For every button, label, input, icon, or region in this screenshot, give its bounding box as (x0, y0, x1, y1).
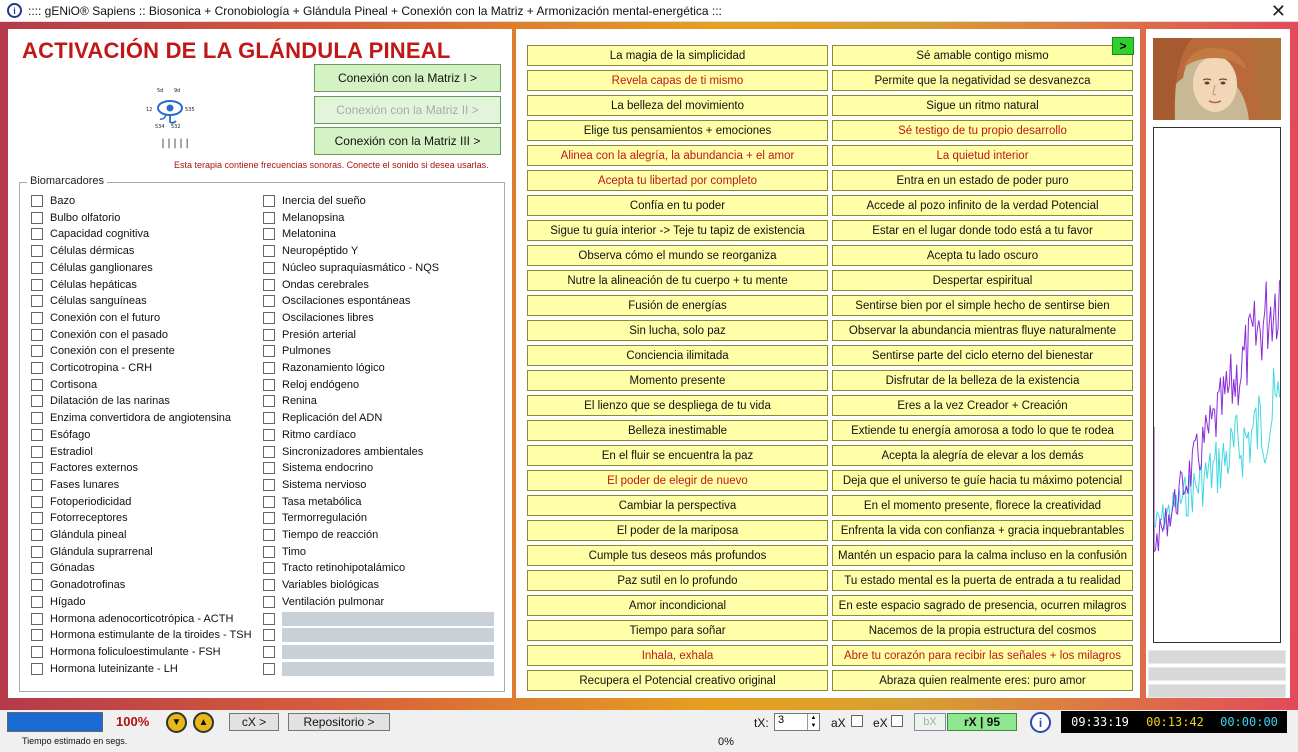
biomarker-item[interactable] (31, 444, 93, 460)
affirmation-button[interactable]: Deja que el universo te guíe hacia tu máximo potencial (832, 470, 1133, 491)
affirmation-button[interactable]: Mantén un espacio para la calma incluso en la confusión (832, 545, 1133, 566)
logo-mark-4: 535 (185, 107, 195, 113)
affirmation-button[interactable]: Momento presente (527, 370, 828, 391)
biomarker-item[interactable] (31, 393, 170, 409)
biomarker-item[interactable] (31, 644, 221, 660)
biomarker-item[interactable] (31, 343, 175, 359)
biomarker-checkbox[interactable] (263, 596, 275, 608)
affirmation-button[interactable]: Nutre la alineación de tu cuerpo + tu mente (527, 270, 828, 291)
biomarker-item[interactable] (31, 594, 85, 610)
matrix-2-button: Conexión con la Matriz II > (314, 96, 501, 124)
affirmation-button[interactable]: Tu estado mental es la puerta de entrada a tu realidad (832, 570, 1133, 591)
close-icon[interactable]: ✕ (1270, 1, 1286, 21)
app-info-icon[interactable]: i (7, 3, 22, 18)
biomarker-item[interactable] (263, 427, 356, 443)
biomarker-item[interactable] (31, 327, 168, 343)
affirmation-button[interactable]: Permite que la negatividad se desvanezca (832, 70, 1133, 91)
chevron-up-icon: ▲ (198, 717, 209, 728)
affirmation-button[interactable]: Accede al pozo infinito de la verdad Potencial (832, 195, 1133, 216)
biomarker-item[interactable] (31, 210, 120, 226)
affirmation-button[interactable]: Abre tu corazón para recibir las señales + los milagros (832, 645, 1133, 666)
spinner-arrows-icon[interactable]: ▲ ▼ (807, 714, 819, 730)
biomarker-item[interactable] (263, 510, 367, 526)
affirmation-button[interactable]: El poder de la mariposa (527, 520, 828, 541)
affirmation-button[interactable]: Eres a la vez Creador + Creación (832, 395, 1133, 416)
biomarker-checkbox[interactable] (31, 629, 43, 641)
biomarker-item[interactable] (263, 611, 282, 627)
biomarker-item[interactable] (263, 661, 282, 677)
volume-down-button[interactable] (166, 712, 187, 733)
affirmation-button[interactable]: Revela capas de ti mismo (527, 70, 828, 91)
biomarker-label: Conexión con el pasado (50, 328, 169, 341)
ax-checkbox[interactable] (851, 715, 863, 727)
biomarker-label: Tiempo de reacción (282, 529, 379, 541)
biomarker-item[interactable] (263, 477, 366, 493)
biomarker-checkbox[interactable] (31, 195, 43, 207)
biomarker-label: Pulmones (282, 345, 331, 358)
biomarker-item[interactable] (263, 393, 317, 409)
biomarker-checkbox[interactable] (263, 362, 275, 374)
venus-portrait (1153, 38, 1281, 120)
affirmation-button[interactable]: Enfrenta la vida con confianza + gracia inquebrantables (832, 520, 1133, 541)
biomarker-checkbox[interactable] (263, 295, 275, 307)
affirmation-button[interactable]: Observa cómo el mundo se reorganiza (527, 245, 828, 266)
biomarker-label: Conexión con el futuro (50, 311, 161, 324)
biomarker-item[interactable] (263, 193, 366, 209)
biomarker-checkbox[interactable] (263, 512, 275, 524)
biomarker-label: Ventilación pulmonar (282, 595, 385, 608)
biomarker-checkbox[interactable] (263, 529, 275, 541)
biomarker-checkbox[interactable] (31, 345, 43, 357)
affirmation-button[interactable]: Fusión de energías (527, 295, 828, 316)
biomarker-checkbox[interactable] (31, 212, 43, 224)
biomarker-label: Esófago (50, 428, 91, 441)
biomarker-empty-field[interactable] (282, 662, 494, 676)
biomarker-label: Gónadas (50, 562, 95, 575)
biomarker-label: Células ganglionares (50, 261, 153, 274)
biomarker-label: Dilatación de las narinas (50, 395, 170, 408)
biomarker-item[interactable] (31, 527, 126, 543)
tx-spinner[interactable] (774, 713, 820, 731)
affirmation-button[interactable]: Conciencia ilimitada (527, 345, 828, 366)
biomarker-checkbox[interactable] (263, 245, 275, 257)
biomarker-checkbox[interactable] (31, 663, 43, 675)
biomarker-checkbox[interactable] (31, 562, 43, 574)
biomarker-label: Sistema endocrino (282, 462, 374, 475)
biomarker-checkbox[interactable] (31, 646, 43, 658)
affirmation-button[interactable]: Belleza inestimable (527, 420, 828, 441)
biomarker-checkbox[interactable] (263, 379, 275, 391)
biomarker-checkbox[interactable] (31, 479, 43, 491)
affirmation-button[interactable]: Amor incondicional (527, 595, 828, 616)
biomarker-item[interactable] (31, 310, 160, 326)
biomarker-item[interactable] (263, 277, 369, 293)
biomarker-checkbox[interactable] (263, 562, 275, 574)
affirmation-button[interactable]: Paz sutil en lo profundo (527, 570, 828, 591)
biomarker-label: Corticotropina - CRH (50, 362, 153, 374)
biomarker-item[interactable] (263, 594, 384, 610)
biomarker-item[interactable] (31, 510, 128, 526)
biomarker-label: Hígado (50, 595, 86, 608)
biomarker-label: Células sanguíneas (50, 295, 147, 308)
affirmation-button[interactable]: Tiempo para soñar (527, 620, 828, 641)
biomarker-checkbox[interactable] (263, 429, 275, 441)
biomarker-checkbox[interactable] (263, 579, 275, 591)
biomarker-checkbox[interactable] (263, 312, 275, 324)
biomarker-label: Células dérmicas (50, 245, 135, 258)
biomarker-checkbox[interactable] (31, 329, 43, 341)
biomarker-label: Hormona luteinizante - LH (50, 662, 178, 675)
biomarker-checkbox[interactable] (263, 546, 275, 558)
biomarker-item[interactable] (31, 293, 147, 309)
biomarker-empty-field[interactable] (282, 628, 494, 642)
status-bar-1 (1148, 650, 1286, 664)
ex-label: eX (873, 716, 888, 730)
biomarker-item[interactable] (263, 444, 423, 460)
biomarker-checkbox[interactable] (263, 446, 275, 458)
biomarker-item[interactable] (31, 193, 75, 209)
biomarker-checkbox[interactable] (263, 412, 275, 424)
affirmation-button[interactable]: El lienzo que se despliega de tu vida (527, 395, 828, 416)
affirmation-button[interactable]: Sentirse parte del ciclo eterno del bienestar (832, 345, 1133, 366)
affirmation-button[interactable]: Disfrutar de la belleza de la existencia (832, 370, 1133, 391)
biomarker-item[interactable] (263, 243, 358, 259)
biomarker-item[interactable] (263, 460, 373, 476)
affirmation-button[interactable]: Observar la abundancia mientras fluye naturalmente (832, 320, 1133, 341)
window-title: :::: gENiO® Sapiens :: Biosonica + Cronobiología + Glándula Pineal + Conexión con la Matriz + Armonización mental-energética ::: (28, 3, 722, 18)
biomarker-item[interactable] (31, 427, 90, 443)
biomarker-checkbox[interactable] (263, 228, 275, 240)
biomarker-label: Oscilaciones libres (282, 311, 374, 324)
next-page-button[interactable]: > (1112, 37, 1134, 55)
biomarker-label: Núcleo supraquiasmático - NQS (282, 261, 440, 274)
biomarker-label: Termorregulación (282, 512, 367, 525)
biomarker-item[interactable] (263, 310, 374, 326)
biomarker-label: Melatonina (282, 228, 336, 241)
biomarker-item[interactable] (31, 460, 138, 476)
biomarker-label: Gonadotrofinas (50, 579, 126, 592)
affirmation-button[interactable]: Entra en un estado de poder puro (832, 170, 1133, 191)
biomarker-checkbox[interactable] (31, 362, 43, 374)
affirmation-button[interactable]: Confía en tu poder (527, 195, 828, 216)
progress-bar (7, 712, 103, 732)
biomarker-item[interactable] (263, 226, 336, 242)
biomarker-checkbox[interactable] (263, 462, 275, 474)
repository-button[interactable]: Repositorio > (288, 713, 390, 731)
biomarker-label: Cortisona (50, 378, 98, 391)
biomarker-item[interactable] (31, 410, 231, 426)
logo-mark-6: 532 (171, 124, 181, 130)
biomarker-label: Células hepáticas (50, 278, 137, 291)
biomarker-label: Presión arterial (282, 328, 356, 341)
biofeedback-graph (1153, 127, 1281, 643)
affirmation-button[interactable]: La magia de la simplicidad (527, 45, 828, 66)
biomarker-label: Ritmo cardíaco (282, 428, 356, 441)
biomarker-checkbox[interactable] (31, 529, 43, 541)
biomarker-label: Sincronizadores ambientales (282, 445, 424, 458)
biomarker-checkbox[interactable] (31, 579, 43, 591)
affirmation-button[interactable]: Sé testigo de tu propio desarrollo (832, 120, 1133, 141)
bx-button[interactable]: bX (914, 713, 946, 731)
chevron-down-icon: ▼ (171, 717, 182, 728)
clock-remaining: 00:00:00 (1211, 711, 1287, 733)
biomarker-checkbox[interactable] (263, 613, 275, 625)
biomarker-checkbox[interactable] (263, 629, 275, 641)
biomarker-checkbox[interactable] (31, 279, 43, 291)
biomarker-checkbox[interactable] (263, 345, 275, 357)
biomarker-item[interactable] (31, 477, 119, 493)
matrix-3-button[interactable]: Conexión con la Matriz III > (314, 127, 501, 155)
biomarker-empty-field[interactable] (282, 645, 494, 659)
biomarker-checkbox[interactable] (263, 663, 275, 675)
affirmation-button[interactable]: Cumple tus deseos más profundos (527, 545, 828, 566)
biomarker-label: Oscilaciones espontáneas (282, 295, 411, 308)
biomarker-label: Melanopsina (282, 211, 345, 224)
biomarker-label: Fotoperiodicidad (50, 495, 132, 508)
biomarker-checkbox[interactable] (31, 596, 43, 608)
biomarker-checkbox[interactable] (31, 412, 43, 424)
biomarker-checkbox[interactable] (263, 195, 275, 207)
biomarker-checkbox[interactable] (31, 312, 43, 324)
biomarker-label: Fases lunares (50, 478, 120, 491)
biomarker-item[interactable] (263, 377, 359, 393)
eye-logo (140, 84, 200, 150)
biomarker-checkbox[interactable] (31, 228, 43, 240)
biomarker-item[interactable] (263, 327, 356, 343)
biomarker-item[interactable] (263, 494, 362, 510)
affirmation-button[interactable]: Acepta tu libertad por completo (527, 170, 828, 191)
biomarker-item[interactable] (263, 260, 439, 276)
biomarker-label: Reloj endógeno (282, 378, 360, 391)
affirmation-button[interactable]: El poder de elegir de nuevo (527, 470, 828, 491)
biomarker-item[interactable] (31, 260, 153, 276)
cx-button[interactable]: cX > (229, 713, 279, 731)
affirmation-button[interactable]: Cambiar la perspectiva (527, 495, 828, 516)
biomarker-checkbox[interactable] (31, 245, 43, 257)
matrix-1-button[interactable]: Conexión con la Matriz I > (314, 64, 501, 92)
affirmation-button[interactable]: Despertar espiritual (832, 270, 1133, 291)
biomarker-label: Razonamiento lógico (282, 362, 385, 374)
biomarker-checkbox[interactable] (263, 279, 275, 291)
biomarker-item[interactable] (31, 226, 149, 242)
biomarker-label: Tracto retinohipotalámico (282, 562, 406, 575)
biomarker-checkbox[interactable] (31, 546, 43, 558)
biomarker-checkbox[interactable] (31, 613, 43, 625)
status-bar-2 (1148, 667, 1286, 681)
clock-current-time: 09:33:19 (1061, 711, 1139, 733)
biomarker-item[interactable] (31, 560, 95, 576)
biomarker-item[interactable] (31, 360, 152, 376)
biomarker-item[interactable] (263, 544, 306, 560)
biomarker-item[interactable] (263, 627, 282, 643)
biomarkers-title: Biomarcadores (27, 175, 107, 187)
biomarker-checkbox[interactable] (263, 212, 275, 224)
biomarker-item[interactable] (31, 544, 153, 560)
affirmation-button[interactable]: Acepta la alegría de elevar a los demás (832, 445, 1133, 466)
biomarker-item[interactable] (263, 293, 410, 309)
biomarker-label: Fotorreceptores (50, 512, 128, 525)
estimate-label: Tiempo estimado en segs. (22, 736, 128, 746)
logo-mark-5: 534 (155, 124, 165, 130)
biomarker-label: Enzima convertidora de angiotensina (50, 412, 232, 425)
tx-value: 3 (778, 714, 785, 726)
biomarker-checkbox[interactable] (263, 262, 275, 274)
rx-button[interactable]: rX | 95 (947, 713, 1017, 731)
biomarker-label: Inercia del sueño (282, 195, 366, 207)
affirmation-button[interactable]: Acepta tu lado oscuro (832, 245, 1133, 266)
biomarker-item[interactable] (31, 661, 178, 677)
biomarker-item[interactable] (31, 611, 233, 627)
biomarker-label: Hormona estimulante de la tiroides - TSH (50, 629, 252, 642)
affirmation-button[interactable]: La quietud interior (832, 145, 1133, 166)
biomarker-item[interactable] (263, 644, 282, 660)
biomarker-item[interactable] (263, 527, 378, 543)
biomarker-item[interactable] (31, 577, 125, 593)
biomarker-label: Timo (282, 545, 307, 558)
biomarker-label: Renina (282, 395, 317, 408)
biomarker-item[interactable] (31, 377, 97, 393)
affirmation-button[interactable]: Extiende tu energía amorosa a todo lo que te rodea (832, 420, 1133, 441)
biomarker-checkbox[interactable] (263, 329, 275, 341)
biomarker-checkbox[interactable] (263, 479, 275, 491)
biomarker-label: Variables biológicas (282, 579, 380, 592)
clock-elapsed: 00:13:42 (1139, 711, 1211, 733)
affirmation-button[interactable]: Nacemos de la propia estructura del cosmos (832, 620, 1133, 641)
affirmation-button[interactable]: Elige tus pensamientos + emociones (527, 120, 828, 141)
biomarker-label: Conexión con el presente (50, 345, 175, 358)
biomarker-item[interactable] (263, 343, 331, 359)
biomarker-checkbox[interactable] (263, 496, 275, 508)
biomarker-label: Capacidad cognitiva (50, 228, 150, 241)
affirmation-button[interactable]: Sentirse bien por el simple hecho de sentirse bien (832, 295, 1133, 316)
biomarker-label: Tasa metabólica (282, 495, 362, 508)
biomarker-item[interactable] (31, 494, 131, 510)
affirmation-button[interactable]: Inhala, exhala (527, 645, 828, 666)
biomarker-label: Bazo (50, 195, 76, 207)
page-title: ACTIVACIÓN DE LA GLÁNDULA PINEAL (22, 38, 451, 63)
affirmation-button[interactable]: Estar en el lugar donde todo está a tu favor (832, 220, 1133, 241)
status-bar-3 (1148, 684, 1286, 698)
biomarker-checkbox[interactable] (31, 446, 43, 458)
affirmation-button[interactable]: La belleza del movimiento (527, 95, 828, 116)
affirmation-button[interactable]: Alinea con la alegría, la abundancia + el amor (527, 145, 828, 166)
biomarker-label: Ondas cerebrales (282, 278, 369, 291)
biomarker-label: Neuropéptido Y (282, 245, 359, 258)
biomarker-item[interactable] (263, 577, 379, 593)
biomarker-item[interactable] (31, 243, 134, 259)
info-icon[interactable]: i (1030, 712, 1051, 733)
biomarker-empty-field[interactable] (282, 612, 494, 626)
sound-note: Esta terapia contiene frecuencias sonoras. Conecte el sonido si desea usarlas. (174, 160, 489, 170)
biomarker-item[interactable] (31, 627, 252, 643)
ax-label: aX (831, 716, 846, 730)
biomarker-label: Hormona foliculoestimulante - FSH (50, 645, 221, 658)
affirmation-button[interactable]: Abraza quien realmente eres: puro amor (832, 670, 1133, 691)
affirmation-button[interactable]: En el momento presente, florece la creatividad (832, 495, 1133, 516)
volume-up-button[interactable] (193, 712, 214, 733)
biomarker-checkbox[interactable] (31, 512, 43, 524)
biomarker-label: Bulbo olfatorio (50, 211, 121, 224)
biomarker-item[interactable] (263, 210, 344, 226)
estimate-value: 0% (718, 736, 734, 748)
biomarker-label: Glándula suprarrenal (50, 545, 153, 558)
biomarker-label: Estradiol (50, 445, 93, 458)
biomarker-checkbox[interactable] (31, 462, 43, 474)
affirmation-button[interactable]: En el fluir se encuentra la paz (527, 445, 828, 466)
affirmation-button[interactable]: Sin lucha, solo paz (527, 320, 828, 341)
logo-mark-2: 9d (174, 88, 181, 94)
logo-mark-3: 12 (146, 107, 153, 113)
logo-mark-1: 5d (157, 88, 164, 94)
biomarker-label: Factores externos (50, 462, 139, 475)
biomarker-item[interactable] (31, 277, 137, 293)
biomarker-checkbox[interactable] (263, 395, 275, 407)
biomarker-checkbox[interactable] (31, 379, 43, 391)
biomarker-checkbox[interactable] (263, 646, 275, 658)
ex-checkbox[interactable] (891, 715, 903, 727)
biomarker-item[interactable] (263, 360, 385, 376)
biomarker-item[interactable] (263, 410, 382, 426)
biomarker-checkbox[interactable] (31, 295, 43, 307)
biomarker-checkbox[interactable] (31, 429, 43, 441)
progress-percent: 100% (116, 714, 150, 729)
biomarker-checkbox[interactable] (31, 262, 43, 274)
biomarker-item[interactable] (263, 560, 405, 576)
biomarker-label: Glándula pineal (50, 529, 127, 541)
tx-label: tX: (754, 716, 769, 730)
logo-bars: ||||| (160, 138, 191, 149)
window-titlebar (0, 0, 1298, 22)
affirmation-button[interactable]: En este espacio sagrado de presencia, ocurren milagros (832, 595, 1133, 616)
affirmation-button[interactable]: Recupera el Potencial creativo original (527, 670, 828, 691)
affirmation-button[interactable]: Sé amable contigo mismo (832, 45, 1133, 66)
affirmation-button[interactable]: Sigue tu guía interior -> Teje tu tapiz de existencia (527, 220, 828, 241)
biomarker-checkbox[interactable] (31, 496, 43, 508)
biomarker-checkbox[interactable] (31, 395, 43, 407)
affirmation-button[interactable]: Sigue un ritmo natural (832, 95, 1133, 116)
biomarker-label: Hormona adenocorticotrópica - ACTH (50, 612, 234, 625)
biomarker-label: Replicación del ADN (282, 412, 383, 425)
biomarker-label: Sistema nervioso (282, 478, 367, 491)
